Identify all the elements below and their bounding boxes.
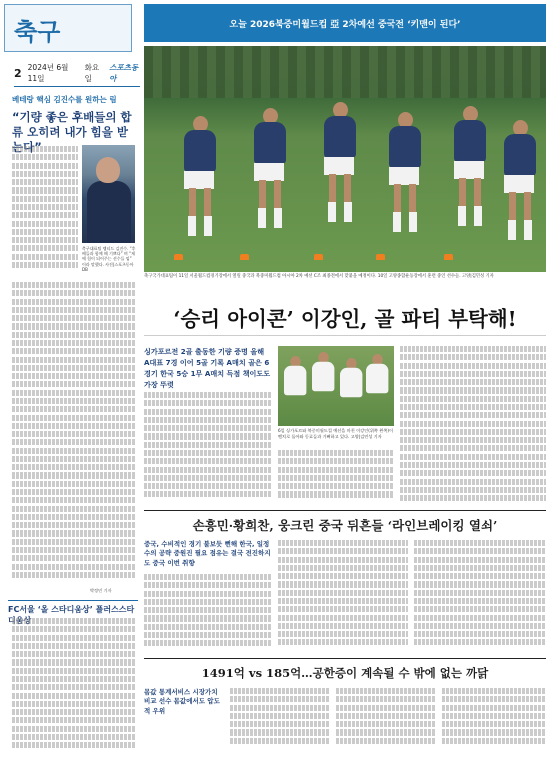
- page-number: 2: [14, 66, 22, 80]
- main-body-col-1: [144, 392, 272, 502]
- left-kicker: 베테랑 핵심 김진수를 원하는 림: [12, 95, 117, 104]
- main-body-col-3: [400, 346, 546, 504]
- story3-body-col-1: [230, 688, 330, 754]
- left-body-text-1: [12, 146, 78, 272]
- story2-body-col-2: [278, 540, 408, 652]
- story3-headline: 1491억 vs 185억…공한증이 계속될 수 밖에 없는 까닭: [144, 658, 546, 678]
- story3-deck: 몸값 통계서비스 시장가치 비교 선수 몸값에서도 압도적 우위: [144, 688, 220, 715]
- banner-text: 오늘 2026북중미월드컵 亞 2차예선 중국전 ‘키맨이 된다’: [229, 20, 461, 30]
- main-headline: ‘승리 아이콘’ 이강인, 골 파티 부탁해!: [144, 296, 546, 336]
- section-tab: [4, 4, 132, 52]
- page-date: 2024년 6월 11일: [27, 63, 69, 83]
- main-body-col-2: [278, 450, 394, 504]
- celebration-photo: [278, 346, 394, 426]
- story2-headline: 손흥민·황희찬, 웅크린 중국 뒤흔들 ‘라인브레이킹 열쇠’: [144, 510, 546, 532]
- main-deck: 싱가포르전 2골 출동한 기량 증명 올해 A대표 7경 이어 5골 기록 A매치 골은 6경기 한국 5승 1무 A매치 득점 책이도도 가장 뚜렷: [144, 347, 271, 389]
- left-headline: “기량 좋은 후배들의 합류 오히려 내가 힘을 받는다”: [12, 110, 132, 154]
- main-caption-text: 축구국가대표팀이 11일 서울월드컵경기장에서 열릴 중국과 북중미월드컵 아시아 2차 예선 C조 최종전에서 맞붙을 예정이다. 10일 고양종합운동장에서 훈련 중인 선수들.: [144, 274, 461, 279]
- left-sub-headline: FC서울 ‘올 스타디움상’ 플러스스타디움상: [8, 600, 138, 626]
- story3-body-col-3: [442, 688, 546, 754]
- main-training-photo: [144, 46, 546, 272]
- section-name: 축구: [14, 17, 61, 46]
- story3-body-col-2: [336, 688, 436, 754]
- main-photo-caption: [144, 274, 546, 280]
- left-byline: 박정민 기자: [90, 588, 112, 593]
- page-info: [14, 62, 140, 87]
- top-banner: [144, 4, 546, 42]
- story2-body-col-3: [414, 540, 546, 652]
- page-day: 화요일: [84, 63, 100, 83]
- story2-body-col-1: [144, 574, 272, 652]
- celebration-caption: 6일 싱가포르와 북중미월드컵 예선을 마친 이강인(위쪽 왼쪽)이 벤치로 돌아와 동료들과 기뻐하고 있다. 고양|김민성 기자: [278, 428, 394, 439]
- left-photo-caption: 축구대표팀 엠티드 김진수. “후배들과 함께 해 기쁘다” 며 “제 에 힘이 되어주는 선수들 임” 이라 말했다. 사진|스포츠동아DB: [82, 246, 136, 272]
- brand-logo: 스포츠동아: [109, 63, 139, 83]
- left-body-text-3: [12, 618, 136, 752]
- story2-deck: 중국, 수비적인 경기 불보듯 뻔해 한국, 일정수의 공략 중원진 필요 점유는 결국 전진하지도 중국 이번 취향: [144, 540, 271, 567]
- left-body-text-2: [12, 282, 136, 582]
- main-photo-credit: 고양|김민성 기자: [461, 274, 494, 279]
- player-photo-small: [82, 145, 135, 243]
